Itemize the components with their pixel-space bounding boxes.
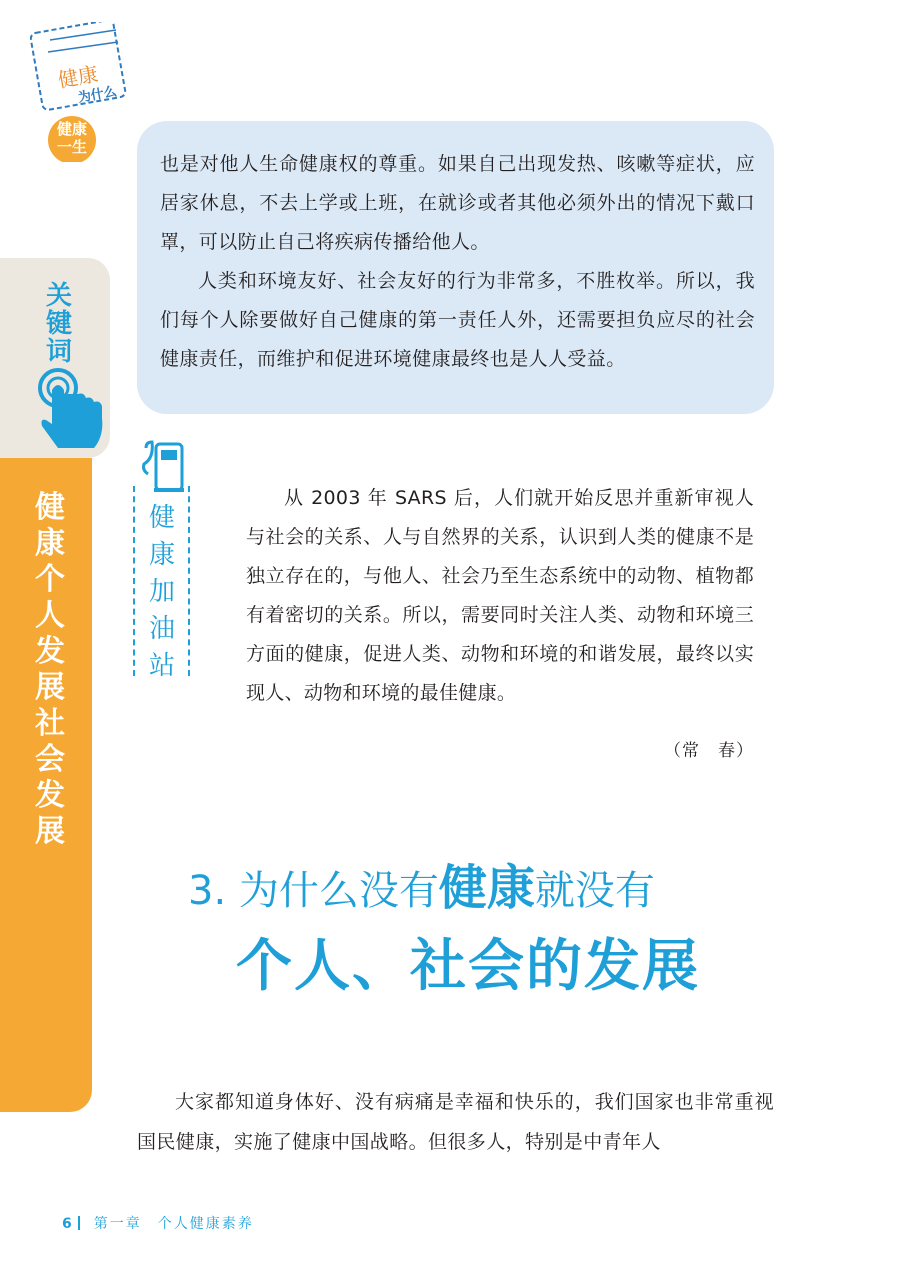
svg-text:一生: 一生	[56, 138, 88, 156]
keyword-tab-label: 关键词	[45, 281, 72, 367]
chapter-title: 第一章 个人健康素养	[93, 1216, 254, 1232]
quote-box	[137, 121, 774, 414]
quote-paragraph-2: 人类和环境友好、社会友好的行为非常多，不胜枚举。所以，我们每个人除要做好自己健康的第一责任人外，还需要担负应尽的社会健康责任，而维护和促进环境健康最终也是人人受益。	[160, 270, 755, 370]
topic-tab-label: 健康 个人发展 社会发展	[35, 490, 76, 849]
heading-emphasis: 健康	[438, 860, 535, 916]
hand-pointer-icon	[36, 366, 110, 452]
svg-text:健康: 健康	[56, 120, 88, 138]
footer-divider	[78, 1216, 80, 1230]
section-heading-line1	[188, 858, 748, 921]
section-body-text: 大家都知道身体好、没有病痛是幸福和快乐的，我们国家也非常重视国民健康，实施了健康中国战略。但很多人，特别是中青年人	[137, 1091, 774, 1153]
health-station-text: 从 2003 年 SARS 后，人们就开始反思并重新审视人与社会的关系、人与自然界的关系，认识到人类的健康不是独立存在的，与他人、社会乃至生态系统中的动物、植物都有着密切的关系。所以，需要同时关注人类、动物和环境三方面的健康，促进人类、动物和环境的和谐发展，最终以实现人、动物和环境的最佳健康。	[246, 487, 754, 704]
topic-tab	[0, 458, 92, 1112]
section-heading-line2: 个人、社会的发展	[236, 934, 700, 999]
page-number: 6	[62, 1216, 72, 1232]
keyword-tab	[0, 258, 110, 458]
series-stamp-icon	[30, 22, 140, 162]
health-station-label: 健康加油站	[148, 503, 175, 681]
svg-text:为什么: 为什么	[76, 84, 118, 106]
heading-prefix: 3. 为什么没有	[188, 868, 439, 914]
page-footer	[62, 1213, 254, 1235]
quote-paragraph-1: 也是对他人生命健康权的尊重。如果自己出现发热、咳嗽等症状，应居家休息，不去上学或上班，在就诊或者其他必须外出的情况下戴口罩，可以防止自己将疾病传播给他人。	[160, 153, 755, 253]
author-signature: （常 春）	[664, 741, 754, 761]
series-logo	[30, 22, 140, 162]
heading-suffix: 就没有	[534, 868, 655, 914]
svg-text:健康: 健康	[56, 61, 100, 93]
